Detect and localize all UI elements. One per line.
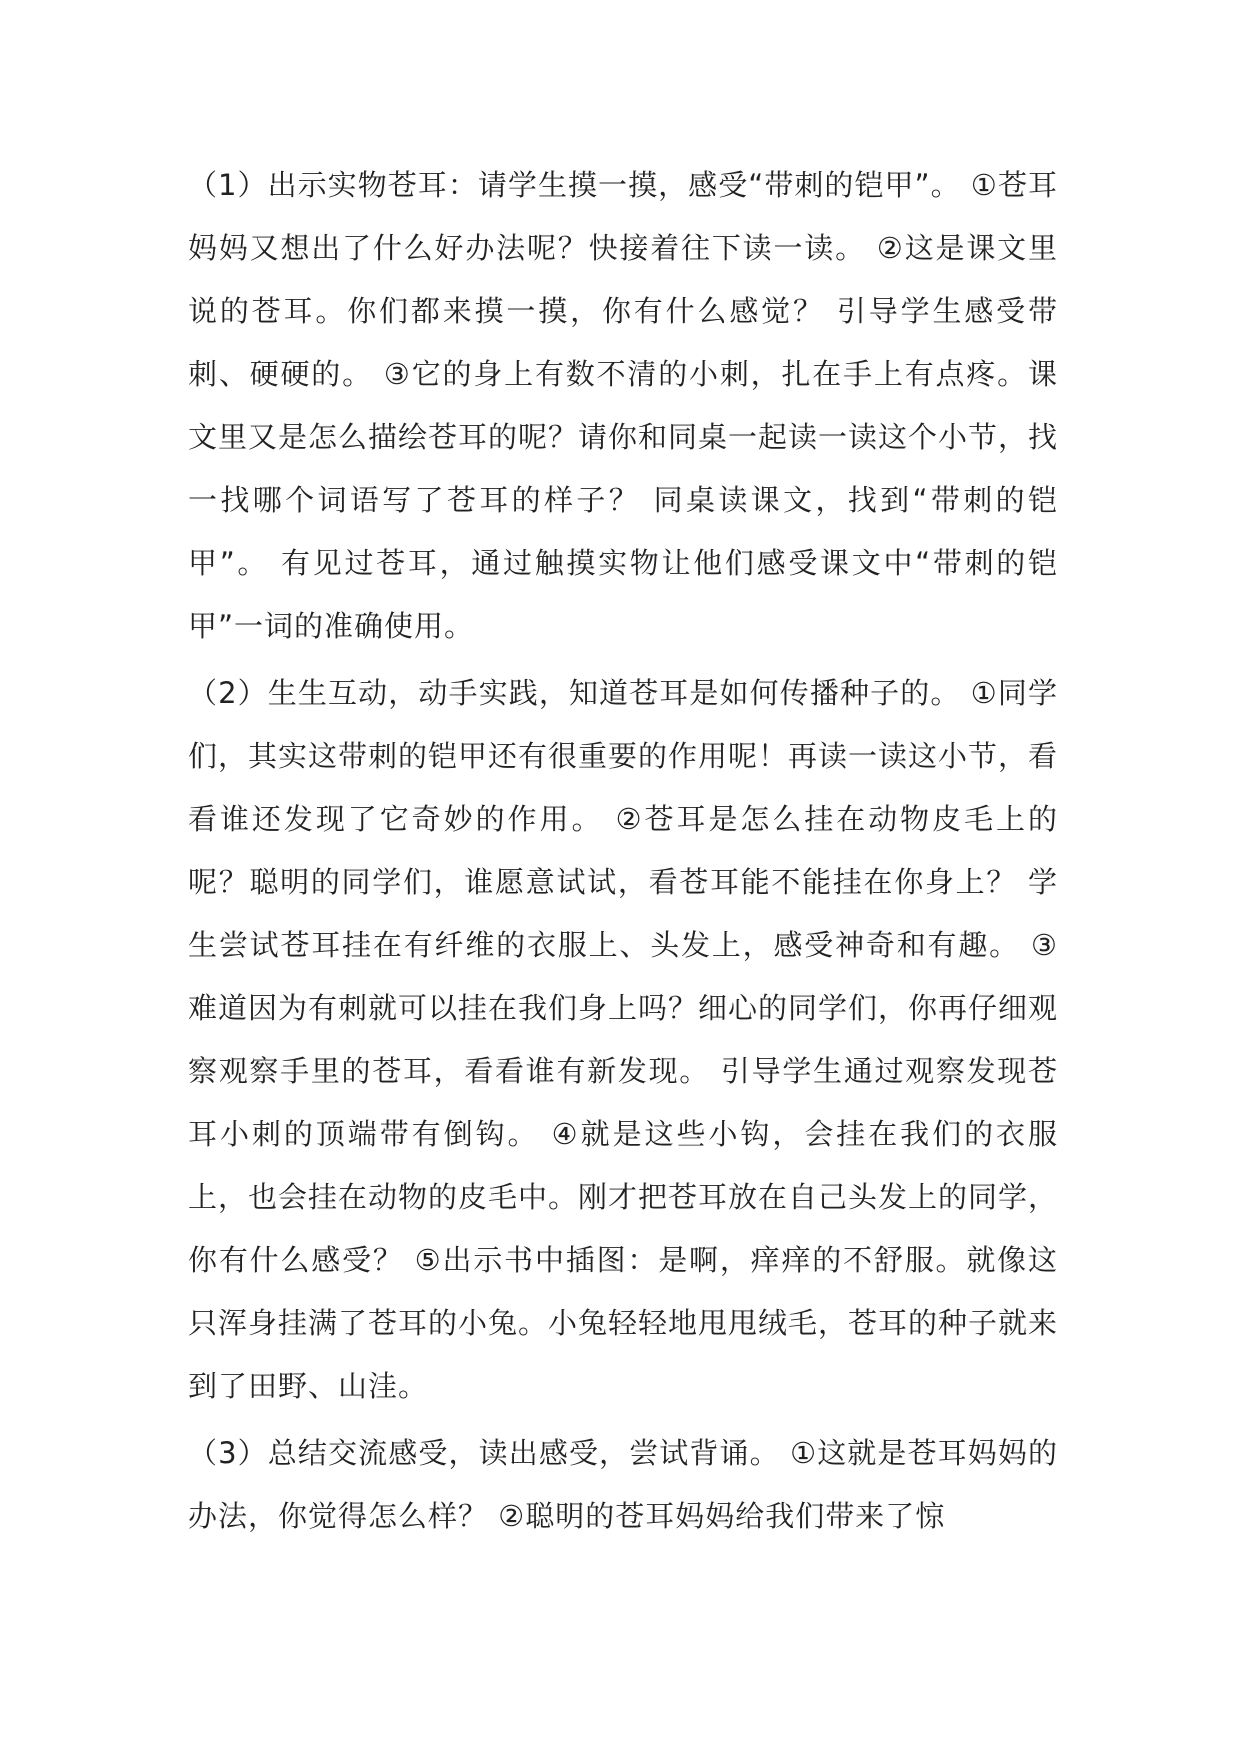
paragraph-2: （2）生生互动，动手实践，知道苍耳是如何传播种子的。 ①同学们，其实这带刺的铠甲还有很重要的作用呢！再读一读这小节，看看谁还发现了它奇妙的作用。 ②苍耳是怎么挂在动物皮毛上的呢？聪明的同学们，谁愿意试试，看苍耳能不能挂在你身上？ 学生尝试苍耳挂在有纤维的衣服上、头发上，感受神奇和有趣。 ③难道因为有刺就可以挂在我们身上吗？细心的同学们，你再仔细观察观察手里的苍耳，看看谁有新发现。 引导学生通过观察发现苍耳小刺的顶端带有倒钩。 ④就是这些小钩，会挂在我们的衣服上，也会挂在动物的皮毛中。刚才把苍耳放在自己头发上的同学，你有什么感受？ ⑤出示书中插图：是啊，痒痒的不舒服。就像这只浑身挂满了苍耳的小兔。小兔轻轻地甩甩绒毛，苍耳的种子就来到了田野、山洼。 <box>188 676 1059 1403</box>
paragraph-3: （3）总结交流感受，读出感受，尝试背诵。 ①这就是苍耳妈妈的办法，你觉得怎么样？ ②聪明的苍耳妈妈给我们带来了惊 <box>188 1436 1058 1533</box>
paragraph-1: （1）出示实物苍耳：请学生摸一摸，感受“带刺的铠甲”。 ①苍耳妈妈又想出了什么好办法呢？快接着往下读一读。 ②这是课文里说的苍耳。你们都来摸一摸，你有什么感觉？ 引导学生感受带刺、硬硬的。 ③它的身上有数不清的小刺，扎在手上有点疼。课文里又是怎么描绘苍耳的呢？请你和同桌一起读一读这个小节，找一找哪个词语写了苍耳的样子？ 同桌读课文，找到“带刺的铠甲”。 有见过苍耳，通过触摸实物让他们感受课文中“带刺的铠甲”一词的准确使用。 <box>188 168 1059 643</box>
document-body <box>188 154 1058 1552</box>
